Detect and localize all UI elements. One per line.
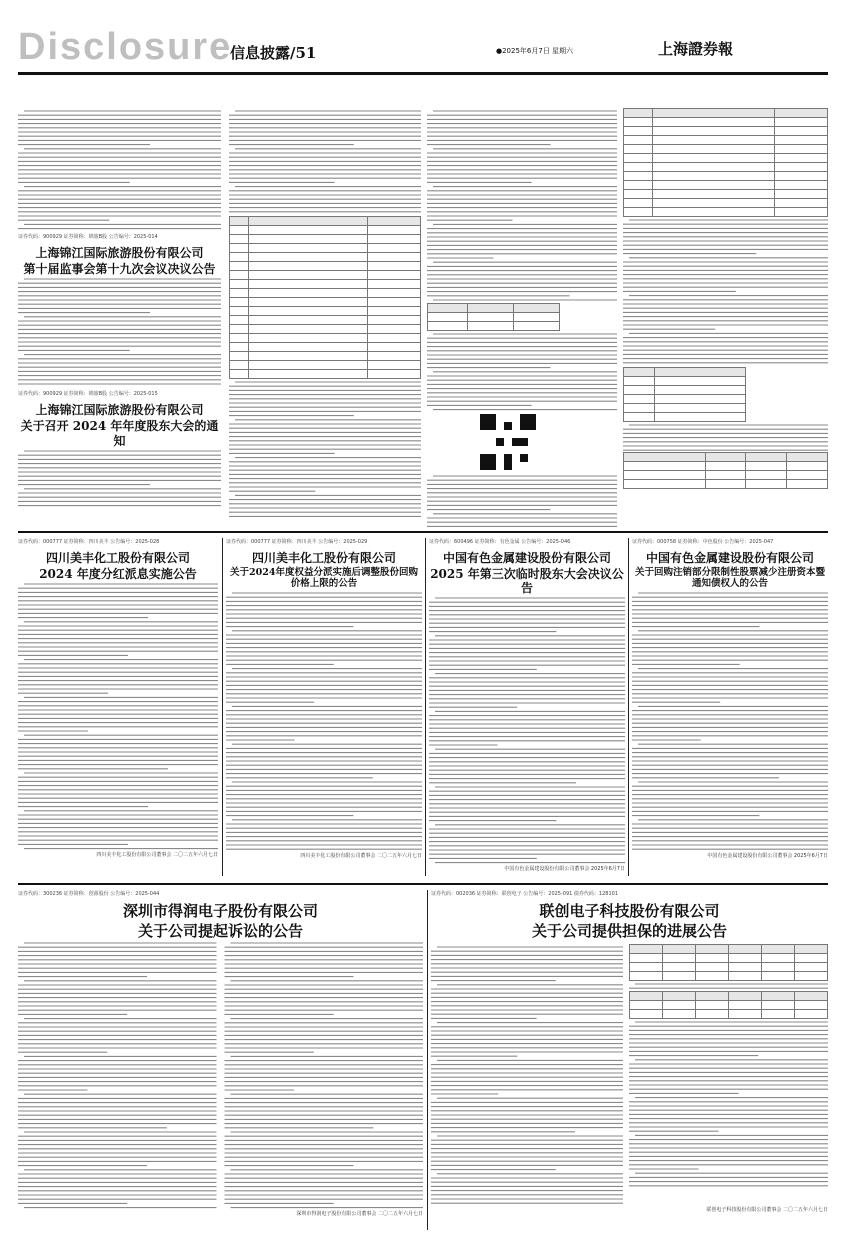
body-text bbox=[427, 108, 617, 303]
body-text bbox=[623, 422, 828, 452]
meeting-info-table bbox=[427, 303, 560, 331]
masthead bbox=[18, 18, 828, 92]
top-column-3 bbox=[427, 108, 617, 528]
notice-c2 bbox=[431, 890, 828, 1235]
notice-signature: 四川美丰化工股份有限公司董事会 二〇二五年六月七日 bbox=[300, 852, 422, 859]
body-text bbox=[429, 595, 625, 865]
body-text bbox=[226, 590, 422, 852]
notice-title: 深圳市得润电子股份有限公司 bbox=[122, 902, 318, 920]
body-text bbox=[18, 581, 218, 851]
section-rule bbox=[18, 883, 828, 885]
guarantee-table bbox=[629, 991, 828, 1019]
issue-date: ●2025年6月7日 星期六 bbox=[496, 47, 574, 55]
top-right-column bbox=[623, 108, 828, 528]
column-divider bbox=[427, 890, 428, 1230]
body-text bbox=[623, 217, 828, 367]
notice-title: 上海锦江国际旅游股份有限公司 bbox=[35, 246, 204, 260]
resolution-table bbox=[229, 216, 421, 379]
notice-meta: 证券代码：600496 证券简称：有色金属 公告编号：2025-046 bbox=[429, 539, 571, 545]
notice-meta: 证券代码：002036 证券简称：联创电子 公告编号：2025-091 债券代码：128101 bbox=[431, 891, 619, 897]
notice-meta: 证券代码：900929 证券简称：锦旅B股 公告编号：2025-014 bbox=[18, 234, 158, 240]
body-text bbox=[427, 331, 617, 411]
body-text bbox=[18, 448, 221, 508]
masthead-rule bbox=[18, 72, 828, 75]
disclosure-logo: Disclosure bbox=[18, 26, 233, 68]
vote-table bbox=[623, 367, 746, 422]
notice-meta: 证券代码：000758 证券简称：中色股份 公告编号：2025-047 bbox=[632, 539, 774, 545]
notice-meta: 证券代码：900929 证券简称：锦旅B股 公告编号：2025-015 bbox=[18, 391, 158, 398]
notice-meta: 证券代码：000777 证券简称：四川美丰 公告编号：2025-029 bbox=[226, 539, 368, 545]
column-divider bbox=[222, 538, 223, 876]
newspaper-brand: 上海證券報 bbox=[658, 40, 734, 58]
body-text bbox=[629, 1019, 828, 1189]
section-label: 信息披露/51 bbox=[230, 44, 317, 62]
notice-subtitle: 关于公司提供担保的进展公告 bbox=[531, 921, 727, 940]
notice-title: 上海锦江国际旅游股份有限公司 bbox=[35, 403, 204, 418]
notice-title: 四川美丰化工股份有限公司 bbox=[251, 551, 396, 565]
body-text bbox=[427, 473, 617, 528]
notice-subtitle: 关于2024年度权益分派实施后调整股份回购价格上限的公告 bbox=[230, 567, 418, 590]
notice-subtitle: 关于回购注销部分限制性股票减少注册资本暨通知债权人的公告 bbox=[634, 567, 825, 590]
notice-b4 bbox=[632, 538, 828, 880]
notice-subtitle: 2024 年度分红派息实施公告 bbox=[39, 567, 197, 582]
qr-code bbox=[477, 411, 539, 473]
body-text bbox=[229, 379, 421, 519]
notice-b3 bbox=[429, 538, 625, 880]
column-divider bbox=[628, 538, 629, 876]
notice-signature: 深圳市得润电子股份有限公司董事会 二〇二五年六月七日 bbox=[296, 1211, 423, 1218]
body-text bbox=[18, 276, 221, 386]
proposal-table bbox=[623, 108, 828, 217]
notice-signature: 四川美丰化工股份有限公司董事会 二〇二五年六月七日 bbox=[96, 852, 218, 859]
notice-signature: 联创电子科技股份有限公司董事会 二〇二五年六月七日 bbox=[706, 1207, 828, 1214]
notice-subtitle: 关于公司提起诉讼的公告 bbox=[137, 921, 303, 940]
notice-subtitle: 关于召开 2024 年年度股东大会的通知 bbox=[20, 419, 219, 448]
body-text bbox=[632, 590, 828, 852]
guarantee-table bbox=[629, 944, 828, 981]
body-text bbox=[431, 944, 623, 1206]
notice-c1 bbox=[18, 890, 423, 1235]
column-divider bbox=[425, 538, 426, 876]
body-text bbox=[18, 940, 423, 1210]
section-rule bbox=[18, 531, 828, 533]
notice-title: 中国有色金属建设股份有限公司 bbox=[442, 551, 611, 565]
notice-meta: 证券代码：000777 证券简称：四川美丰 公告编号：2025-028 bbox=[18, 539, 160, 545]
body-text bbox=[229, 108, 421, 216]
notice-signature: 中国有色金属建设股份有限公司董事会 2025年6月7日 bbox=[504, 866, 625, 873]
top-left-column bbox=[18, 108, 221, 528]
notice-title: 四川美丰化工股份有限公司 bbox=[45, 551, 190, 565]
top-column-2 bbox=[229, 108, 421, 528]
notice-b2 bbox=[226, 538, 422, 880]
notice-title: 中国有色金属建设股份有限公司 bbox=[645, 551, 814, 565]
body-text bbox=[18, 108, 221, 233]
body-text bbox=[629, 981, 828, 991]
notice-signature: 中国有色金属建设股份有限公司董事会 2025年6月7日 bbox=[707, 852, 828, 859]
notice-meta: 证券代码：300236 证券简称：创源股份 公告编号：2025-044 bbox=[18, 891, 160, 897]
notice-subtitle: 2025 年第三次临时股东大会决议公告 bbox=[430, 567, 624, 596]
notice-subtitle: 第十届监事会第十九次会议决议公告 bbox=[23, 262, 216, 277]
notice-title: 联创电子科技股份有限公司 bbox=[539, 902, 720, 920]
notice-b1 bbox=[18, 538, 218, 880]
result-table bbox=[623, 452, 828, 489]
